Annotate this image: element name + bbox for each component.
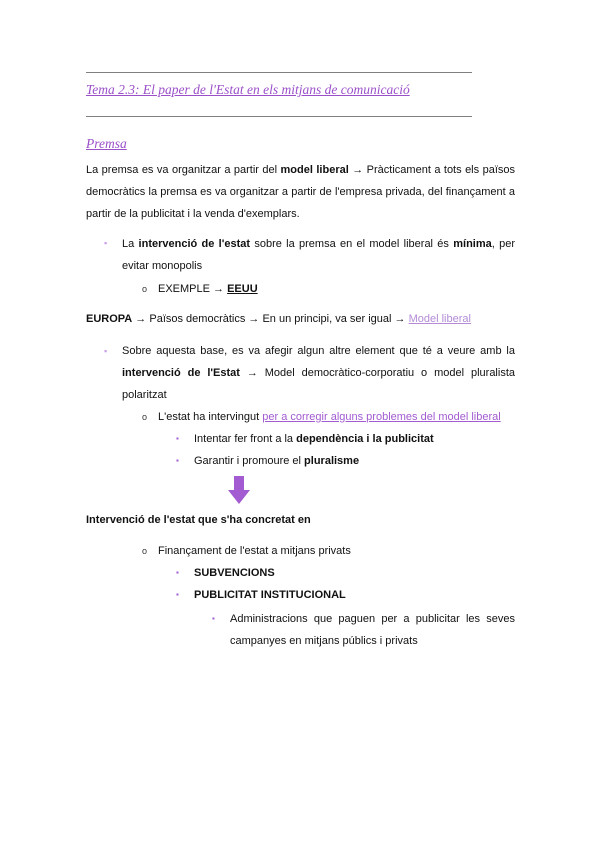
top-rule xyxy=(86,72,472,73)
square-bullet-icon: ▪ xyxy=(176,590,179,599)
intro-paragraph: La premsa es va organitzar a partir del model liberal → Pràcticament a tots els països democràtics la premsa es va organitzar a partir de l'empresa privada, del finançament a partir de la publicitat i la venda d'exemplars. xyxy=(86,164,515,220)
down-arrow-icon xyxy=(228,476,250,504)
model-liberal-link[interactable]: Model liberal xyxy=(408,313,471,325)
bullet-intervencio: La intervenció de l'estat sobre la premsa en el model liberal és mínima, per evitar monopolis xyxy=(122,238,516,272)
square-bullet-icon: ▪ xyxy=(212,614,215,623)
item-dependencia: Intentar fer front a la dependència i la publicitat xyxy=(194,433,434,445)
page-title: Tema 2.3: El paper de l'Estat en els mitjans de comunicació xyxy=(86,82,410,97)
europa-line: EUROPA → Països democràtics → En un principi, va ser igual → Model liberal xyxy=(86,313,471,325)
section-heading: Premsa xyxy=(86,136,127,151)
bullet-base: Sobre aquesta base, es va afegir algun altre element que té a veure amb la intervenció de l'Estat → Model democràtico-corporatiu o model pluralista polaritzat xyxy=(122,345,515,401)
item-subvencions: SUBVENCIONS xyxy=(194,567,275,579)
item-administracions: Administracions que paguen per a publicitar les seves campanyes en mitjans públics i privats xyxy=(230,613,515,647)
estat-intervingut-line: L'estat ha intervingut per a corregir alguns problemes del model liberal xyxy=(158,411,501,423)
square-bullet-icon: ▪ xyxy=(176,568,179,577)
circle-bullet-icon: o xyxy=(142,546,148,556)
circle-bullet-icon: o xyxy=(142,284,148,294)
square-bullet-icon: ▪ xyxy=(176,456,179,465)
item-publicitat: PUBLICITAT INSTITUCIONAL xyxy=(194,589,346,601)
financament-line: Finançament de l'estat a mitjans privats xyxy=(158,545,351,557)
bullet-icon: ▪ xyxy=(104,238,108,248)
bullet-icon: ▪ xyxy=(104,346,108,356)
item-pluralisme: Garantir i promoure el pluralisme xyxy=(194,455,360,467)
title-rule xyxy=(86,116,472,117)
square-bullet-icon: ▪ xyxy=(176,434,179,443)
example-line: EXEMPLE → EEUU xyxy=(158,283,258,295)
intervencio-heading: Intervenció de l'estat que s'ha concretat en xyxy=(86,514,311,526)
corregir-link[interactable]: per a corregir alguns problemes del model liberal xyxy=(262,411,501,423)
circle-bullet-icon: o xyxy=(142,412,148,422)
